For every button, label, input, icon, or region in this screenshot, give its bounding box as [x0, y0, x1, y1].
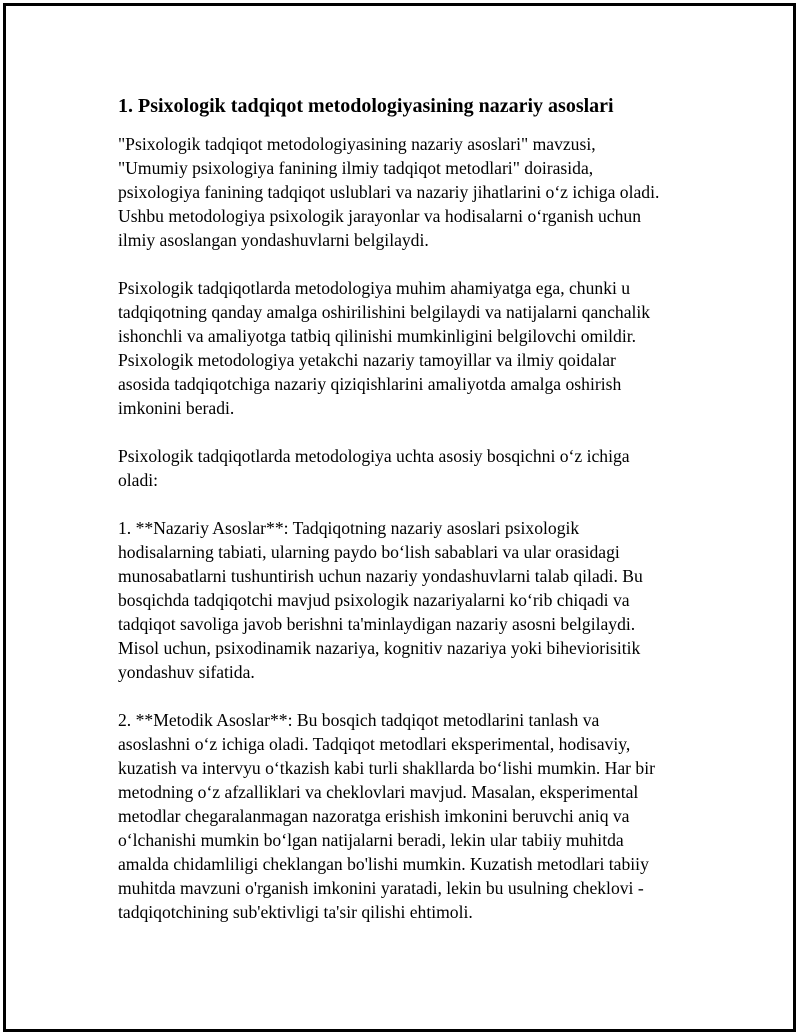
text-line: hodisalarning tabiati, ularning paydo bo‘lish sabablari va ular orasidagi	[118, 542, 620, 562]
section-heading: 1. Psixologik tadqiqot metodologiyasining nazariy asoslari	[118, 95, 614, 117]
text-line: 2. **Metodik Asoslar**: Bu bosqich tadqiqot metodlarini tanlash va	[118, 710, 600, 730]
text-line: asosida tadqiqotchiga nazariy qiziqishlarini amaliyotda amalga oshirish	[118, 374, 622, 394]
text-line: "Umumiy psixologiya fanining ilmiy tadqiqot metodlari" doirasida,	[118, 158, 594, 178]
paragraph-methodical-basis	[118, 708, 678, 924]
text-line: Misol uchun, psixodinamik nazariya, kognitiv nazariya yoki biheviorisitik	[118, 638, 641, 658]
text-line: yondashuv sifatida.	[118, 662, 255, 682]
text-line: amalda chidamliligi cheklangan bo'lishi mumkin. Kuzatish metodlari tabiiy	[118, 854, 649, 874]
text-line: tadqiqotchining sub'ektivligi ta'sir qilishi ehtimoli.	[118, 902, 473, 922]
text-line: Psixologik metodologiya yetakchi nazariy tamoyillar va ilmiy qoidalar	[118, 350, 616, 370]
paragraph-importance	[118, 276, 678, 420]
text-line: psixologiya fanining tadqiqot uslublari va nazariy jihatlarini o‘z ichiga oladi.	[118, 182, 660, 202]
text-line: Psixologik tadqiqotlarda metodologiya muhim ahamiyatga ega, chunki u	[118, 278, 631, 298]
text-line: muhitda mavzuni o'rganish imkonini yaratadi, lekin bu usulning cheklovi -	[118, 878, 644, 898]
text-line: asoslashni o‘z ichiga oladi. Tadqiqot metodlari eksperimental, hodisaviy,	[118, 734, 631, 754]
text-line: Psixologik tadqiqotlarda metodologiya uchta asosiy bosqichni o‘z ichiga	[118, 446, 630, 466]
text-line: ilmiy asoslangan yondashuvlarni belgilaydi.	[118, 230, 429, 250]
text-line: 1. **Nazariy Asoslar**: Tadqiqotning nazariy asoslari psixologik	[118, 518, 580, 538]
text-line: bosqichda tadqiqotchi mavjud psixologik nazariyalarni ko‘rib chiqadi va	[118, 590, 630, 610]
paragraph-intro	[118, 132, 678, 252]
text-line: metodlar chegaralanmagan nazoratga erishish imkonini beruvchi aniq va	[118, 806, 630, 826]
text-line: munosabatlarni tushuntirish uchun nazariy yondashuvlarni talab qiladi. Bu	[118, 566, 643, 586]
text-line: tadqiqot savoliga javob berishni ta'minlaydigan nazariy asosni belgilaydi.	[118, 614, 636, 634]
text-line: ishonchli va amaliyotga tatbiq qilinishi mumkinligini belgilovchi omildir.	[118, 326, 636, 346]
text-line: tadqiqotning qanday amalga oshirilishini belgilaydi va natijalarni qanchalik	[118, 302, 651, 322]
document-body	[118, 93, 678, 948]
text-line: oladi:	[118, 470, 159, 490]
paragraph-stages-intro	[118, 444, 678, 492]
text-line: Ushbu metodologiya psixologik jarayonlar va hodisalarni o‘rganish uchun	[118, 206, 641, 226]
text-line: kuzatish va intervyu o‘tkazish kabi turli shakllarda bo‘lishi mumkin. Har bir	[118, 758, 655, 778]
text-line: o‘lchanishi mumkin bo‘lgan natijalarni beradi, lekin ular tabiiy muhitda	[118, 830, 624, 850]
text-line: imkonini beradi.	[118, 398, 235, 418]
text-line: metodning o‘z afzalliklari va cheklovlari mavjud. Masalan, eksperimental	[118, 782, 639, 802]
paragraph-theoretical-basis	[118, 516, 678, 684]
text-line: "Psixologik tadqiqot metodologiyasining nazariy asoslari" mavzusi,	[118, 134, 596, 154]
